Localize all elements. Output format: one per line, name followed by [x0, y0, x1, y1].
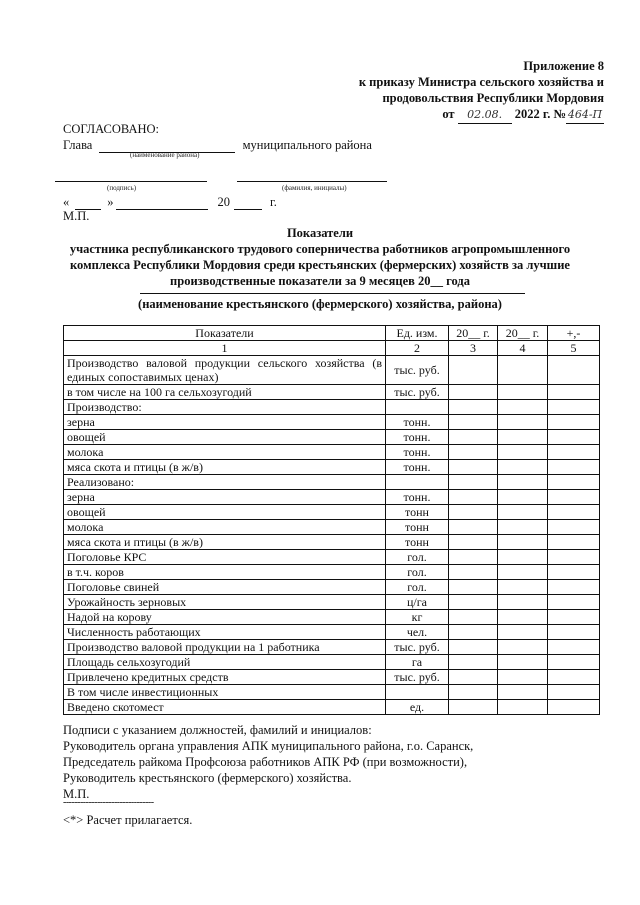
value-diff	[548, 670, 600, 685]
value-year-1	[449, 475, 498, 490]
indicator-unit: гол.	[386, 565, 449, 580]
value-diff	[548, 475, 600, 490]
head-label: Глава	[63, 138, 93, 152]
value-year-2	[498, 625, 548, 640]
year-suffix: г.	[270, 195, 277, 209]
table-row	[64, 505, 600, 520]
value-year-1	[449, 640, 498, 655]
value-year-1	[449, 595, 498, 610]
indicator-name: Поголовье свиней	[64, 580, 386, 595]
value-diff	[548, 550, 600, 565]
value-diff	[548, 595, 600, 610]
col-header-unit: Ед. изм.	[386, 326, 449, 341]
order-date-line	[442, 106, 604, 124]
value-year-2	[498, 490, 548, 505]
indicator-unit	[386, 400, 449, 415]
indicator-name: Введено скотомест	[64, 700, 386, 715]
table-row	[64, 400, 600, 415]
table-row	[64, 520, 600, 535]
signer-2: Председатель райкома Профсоюза работников АПК РФ (при возможности),	[63, 755, 468, 769]
footnote-separator: --------------------------------	[63, 797, 154, 808]
signature-line	[55, 181, 207, 182]
indicator-name: в том числе на 100 га сельхозугодий	[64, 385, 386, 400]
signer-3: Руководитель крестьянского (фермерского) хозяйства.	[63, 771, 352, 785]
value-diff	[548, 356, 600, 385]
indicator-unit: га	[386, 655, 449, 670]
value-year-2	[498, 475, 548, 490]
handwritten-date: 02.08.	[458, 107, 512, 124]
value-year-1	[449, 565, 498, 580]
table-row	[64, 445, 600, 460]
order-line-1: к приказу Министра сельского хозяйства и	[358, 75, 604, 89]
table-row	[64, 595, 600, 610]
table-row	[64, 356, 600, 385]
table-row	[64, 640, 600, 655]
value-year-2	[498, 550, 548, 565]
date-prefix: от	[442, 107, 455, 121]
year-number-text: 2022 г. №	[514, 107, 566, 121]
signatures-note: Подписи с указанием должностей, фамилий и инициалов:	[63, 723, 372, 737]
date-close-quote: »	[107, 195, 114, 209]
indicator-unit: тонн.	[386, 415, 449, 430]
indicator-name: Надой на корову	[64, 610, 386, 625]
value-year-2	[498, 385, 548, 400]
value-year-1	[449, 356, 498, 385]
doc-title-line-3: производственные показатели за 9 месяцев 20__ года	[170, 274, 470, 288]
value-diff	[548, 565, 600, 580]
value-diff	[548, 445, 600, 460]
district-label: муниципального района	[242, 138, 372, 152]
col-number-4: 4	[498, 341, 548, 356]
table-row	[64, 625, 600, 640]
value-year-1	[449, 430, 498, 445]
indicator-name: Производство валовой продукции сельского хозяйства (в единых сопоставимых ценах)	[64, 356, 386, 385]
table-row	[64, 565, 600, 580]
table-row	[64, 655, 600, 670]
value-diff	[548, 700, 600, 715]
indicator-name: Поголовье КРС	[64, 550, 386, 565]
value-year-1	[449, 445, 498, 460]
table-header-row	[64, 326, 600, 341]
value-year-2	[498, 595, 548, 610]
fullname-hint: (фамилия, инициалы)	[282, 184, 347, 192]
value-year-2	[498, 415, 548, 430]
indicator-unit: тонн.	[386, 430, 449, 445]
table-row	[64, 475, 600, 490]
value-year-2	[498, 670, 548, 685]
approval-date-line	[63, 194, 277, 210]
value-year-2	[498, 460, 548, 475]
indicator-name: мяса скота и птицы (в ж/в)	[64, 535, 386, 550]
doc-title-line-1: участника республиканского трудового соперничества работников агропромышленного	[69, 242, 571, 256]
indicator-name: Производство:	[64, 400, 386, 415]
indicator-unit: кг	[386, 610, 449, 625]
value-diff	[548, 490, 600, 505]
col-header-year-1: 20__ г.	[449, 326, 498, 341]
value-year-1	[449, 610, 498, 625]
value-year-1	[449, 490, 498, 505]
district-name-hint: (наименование района)	[130, 151, 200, 159]
table-row	[64, 490, 600, 505]
appendix-label: Приложение 8	[523, 59, 604, 73]
indicator-unit: тонн.	[386, 490, 449, 505]
table-row	[64, 535, 600, 550]
indicator-name: Привлечено кредитных средств	[64, 670, 386, 685]
col-number-2: 2	[386, 341, 449, 356]
value-year-1	[449, 700, 498, 715]
value-year-1	[449, 460, 498, 475]
value-year-2	[498, 356, 548, 385]
value-year-1	[449, 385, 498, 400]
value-diff	[548, 625, 600, 640]
indicator-name: молока	[64, 520, 386, 535]
table-row	[64, 685, 600, 700]
indicator-unit: ц/га	[386, 595, 449, 610]
value-year-1	[449, 655, 498, 670]
year-prefix: 20	[217, 195, 230, 209]
value-year-2	[498, 580, 548, 595]
indicator-unit: тыс. руб.	[386, 640, 449, 655]
entity-name-line	[140, 293, 525, 294]
indicator-name: Реализовано:	[64, 475, 386, 490]
table-row	[64, 610, 600, 625]
doc-title-line-2: комплекса Республики Мордовия среди крестьянских (фермерских) хозяйств за лучшие	[70, 258, 570, 272]
value-diff	[548, 640, 600, 655]
indicator-name: в т.ч. коров	[64, 565, 386, 580]
indicators-table	[63, 325, 600, 715]
indicator-unit: тыс. руб.	[386, 670, 449, 685]
col-header-indicator: Показатели	[64, 326, 386, 341]
indicator-unit: тонн	[386, 535, 449, 550]
value-year-1	[449, 580, 498, 595]
value-diff	[548, 415, 600, 430]
value-year-1	[449, 505, 498, 520]
doc-heading: Показатели	[286, 226, 354, 240]
indicator-name: зерна	[64, 415, 386, 430]
approval-stamp: М.П.	[63, 209, 90, 223]
value-year-2	[498, 430, 548, 445]
indicator-unit: тонн	[386, 520, 449, 535]
indicator-unit: тонн	[386, 505, 449, 520]
value-year-2	[498, 400, 548, 415]
value-year-2	[498, 655, 548, 670]
indicator-unit: тонн.	[386, 460, 449, 475]
indicator-unit: тыс. руб.	[386, 385, 449, 400]
table-number-row	[64, 341, 600, 356]
indicator-unit: гол.	[386, 550, 449, 565]
indicator-unit: ед.	[386, 700, 449, 715]
value-diff	[548, 535, 600, 550]
date-open-quote: «	[63, 195, 70, 209]
value-diff	[548, 400, 600, 415]
value-year-1	[449, 415, 498, 430]
value-year-2	[498, 520, 548, 535]
value-diff	[548, 505, 600, 520]
indicator-name: Численность работающих	[64, 625, 386, 640]
value-diff	[548, 655, 600, 670]
value-diff	[548, 520, 600, 535]
value-diff	[548, 430, 600, 445]
table-row	[64, 580, 600, 595]
value-year-1	[449, 685, 498, 700]
agreed-label: СОГЛАСОВАНО:	[63, 122, 160, 136]
indicator-name: Производство валовой продукции на 1 работника	[64, 640, 386, 655]
indicator-unit	[386, 475, 449, 490]
head-line	[63, 137, 372, 153]
indicator-name: молока	[64, 445, 386, 460]
year-blank	[234, 197, 262, 210]
value-year-1	[449, 625, 498, 640]
table-row	[64, 385, 600, 400]
footnote: <*> Расчет прилагается.	[63, 813, 193, 827]
value-diff	[548, 385, 600, 400]
indicator-name: овощей	[64, 430, 386, 445]
table-row	[64, 670, 600, 685]
table-row	[64, 430, 600, 445]
value-year-2	[498, 685, 548, 700]
table-row	[64, 550, 600, 565]
fullname-line	[237, 181, 387, 182]
value-year-1	[449, 550, 498, 565]
value-year-1	[449, 400, 498, 415]
indicator-unit: тонн.	[386, 445, 449, 460]
value-diff	[548, 685, 600, 700]
value-year-2	[498, 565, 548, 580]
indicator-unit	[386, 685, 449, 700]
signature-hint: (подпись)	[107, 184, 137, 192]
indicator-name: Площадь сельхозугодий	[64, 655, 386, 670]
table-row	[64, 415, 600, 430]
value-diff	[548, 460, 600, 475]
value-year-1	[449, 670, 498, 685]
col-header-year-2: 20__ г.	[498, 326, 548, 341]
col-number-5: 5	[548, 341, 600, 356]
indicator-name: овощей	[64, 505, 386, 520]
value-diff	[548, 610, 600, 625]
col-number-1: 1	[64, 341, 386, 356]
table-row	[64, 460, 600, 475]
value-year-1	[449, 535, 498, 550]
value-diff	[548, 580, 600, 595]
month-blank	[116, 197, 208, 210]
value-year-2	[498, 505, 548, 520]
handwritten-number: 464-П	[566, 107, 604, 124]
col-header-diff: +,-	[548, 326, 600, 341]
value-year-2	[498, 535, 548, 550]
value-year-1	[449, 520, 498, 535]
value-year-2	[498, 640, 548, 655]
indicator-name: зерна	[64, 490, 386, 505]
col-number-3: 3	[449, 341, 498, 356]
indicator-unit: тыс. руб.	[386, 356, 449, 385]
indicator-unit: гол.	[386, 580, 449, 595]
value-year-2	[498, 610, 548, 625]
indicator-name: Урожайность зерновых	[64, 595, 386, 610]
value-year-2	[498, 445, 548, 460]
value-year-2	[498, 700, 548, 715]
indicator-name: В том числе инвестиционных	[64, 685, 386, 700]
order-line-2: продовольствия Республики Мордовия	[382, 91, 604, 105]
indicator-unit: чел.	[386, 625, 449, 640]
entity-name-hint: (наименование крестьянского (фермерского) хозяйства, района)	[138, 297, 502, 311]
table-row	[64, 700, 600, 715]
footer-stamp: М.П.	[63, 787, 90, 801]
signer-1: Руководитель органа управления АПК муниципального района, г.о. Саранск,	[63, 739, 474, 753]
indicator-name: мяса скота и птицы (в ж/в)	[64, 460, 386, 475]
